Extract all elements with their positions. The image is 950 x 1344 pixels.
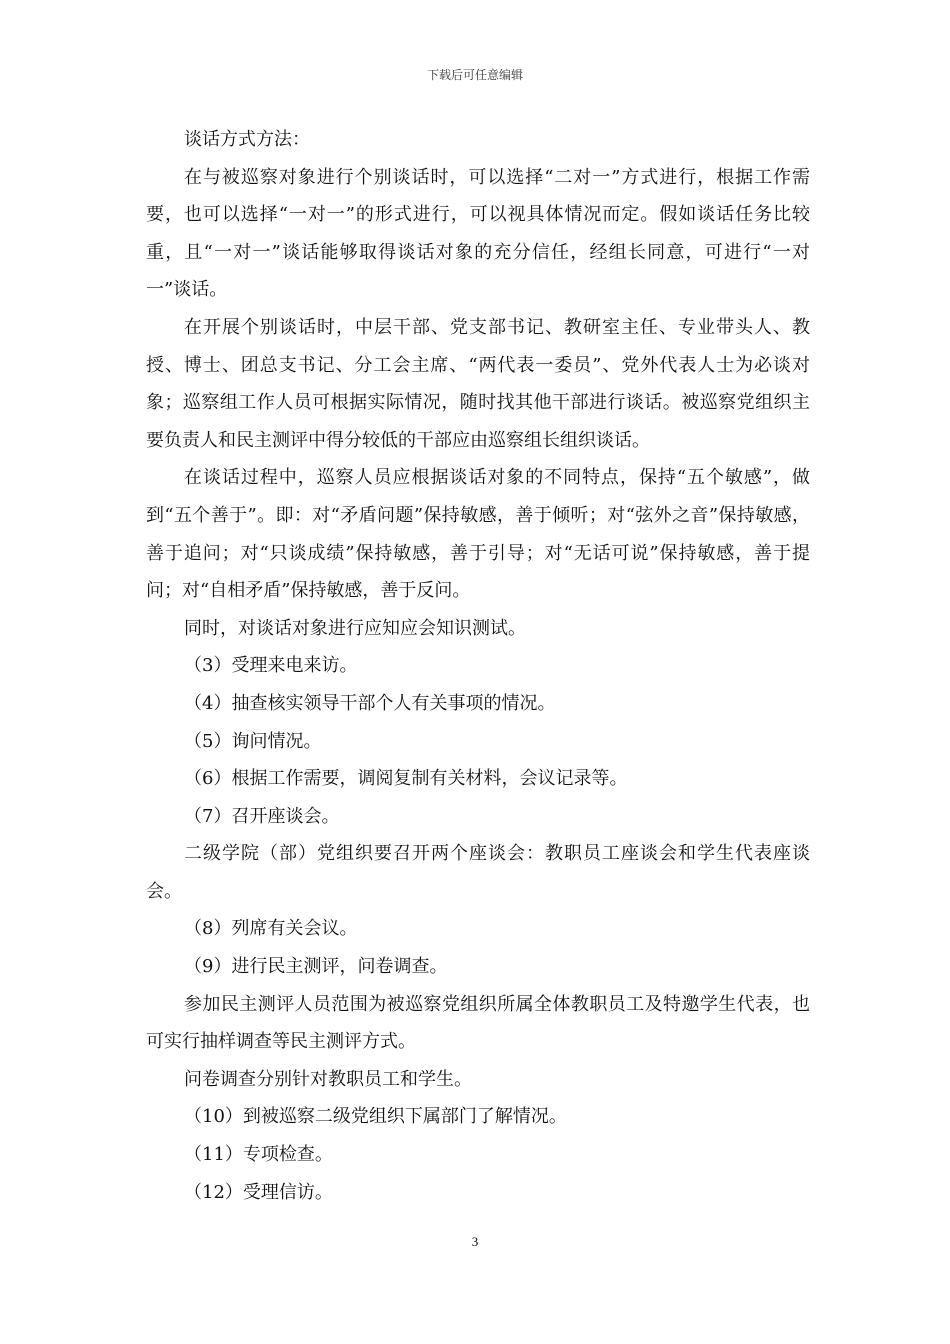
paragraph: 在开展个别谈话时，中层干部、党支部书记、教研室主任、专业带头人、教授、博士、团总支书记、分工会主席、“两代表一委员”、党外代表人士为必谈对象；巡察组工作人员可根据实际情况，随时找其他干部进行谈话。被巡察党组织主要负责人和民主测评中得分较低的干部应由巡察组长组织谈话。 — [146, 316, 810, 451]
paragraph: （11）专项检查。 — [184, 1144, 333, 1166]
page-header: 下载后可任意编辑 — [426, 68, 523, 82]
paragraph: （5）询问情况。 — [184, 730, 322, 752]
paragraph: 在与被巡察对象进行个别谈话时，可以选择“二对一”方式进行，根据工作需要，也可以选择“一对一”的形式进行，可以视具体情况而定。假如谈话任务比较重，且“一对一”谈话能够取得谈话对象的充分信任，经组长同意，可进行“一对一”谈话。 — [146, 166, 810, 301]
paragraph: （4）抽查核实领导干部个人有关事项的情况。 — [184, 692, 556, 714]
paragraph: （12）受理信访。 — [184, 1181, 333, 1203]
page-number: 3 — [471, 1234, 479, 1249]
paragraph: 二级学院（部）党组织要召开两个座谈会：教职员工座谈会和学生代表座谈会。 — [146, 843, 810, 902]
paragraph: 谈话方式方法： — [184, 129, 310, 150]
paragraph: （8）列席有关会议。 — [184, 918, 358, 940]
paragraph: （3）受理来电来访。 — [184, 655, 358, 677]
paragraph: （7）召开座谈会。 — [184, 805, 340, 827]
paragraph: 同时，对谈话对象进行应知应会知识测试。 — [184, 617, 526, 639]
paragraph: （10）到被巡察二级党组织下属部门了解情况。 — [184, 1106, 567, 1128]
paragraph: （6）根据工作需要，调阅复制有关材料，会议记录等。 — [184, 768, 628, 790]
document-body — [146, 121, 810, 1211]
paragraph: 问卷调查分别针对教职员工和学生。 — [184, 1068, 472, 1090]
paragraph: （9）进行民主测评，问卷调查。 — [184, 956, 448, 978]
paragraph: 参加民主测评人员范围为被巡察党组织所属全体教职员工及特邀学生代表，也可实行抽样调查等民主测评方式。 — [146, 993, 810, 1053]
paragraph: 在谈话过程中，巡察人员应根据谈话对象的不同特点，保持“五个敏感”，做到“五个善于”。即：对“矛盾问题”保持敏感，善于倾听；对“弦外之音”保持敏感，善于追问；对“只谈成绩”保持敏感，善于引导；对“无话可说”保持敏感，善于提问；对“自相矛盾”保持敏感，善于反问。 — [146, 467, 810, 602]
